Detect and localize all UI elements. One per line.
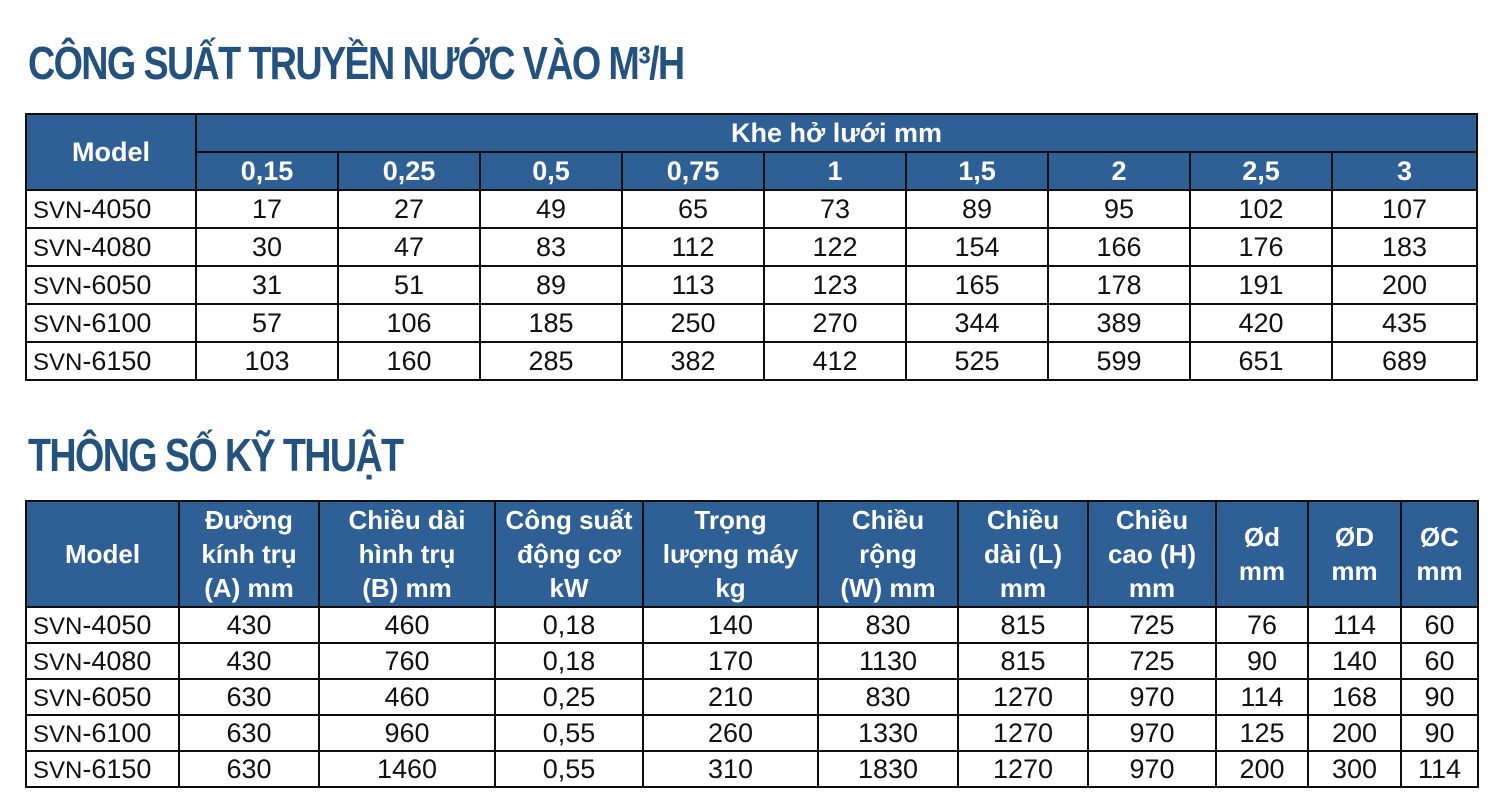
model-cell: [26, 643, 179, 679]
model-prefix: SVN: [33, 684, 83, 712]
model-prefix: SVN: [33, 612, 83, 640]
model-suffix: -6150: [82, 345, 152, 376]
model-prefix: SVN: [33, 272, 83, 300]
header-line: ØD: [1335, 522, 1374, 552]
value-cell: 970: [1088, 715, 1216, 751]
value-cell: 725: [1088, 607, 1216, 643]
value-cell: 27: [338, 190, 480, 228]
mesh-gap-column-header: 0,15: [196, 152, 338, 190]
spec-column-header: [319, 501, 495, 607]
table-row: [26, 751, 1478, 787]
mesh-gap-column-header: 1: [764, 152, 906, 190]
value-cell: 460: [319, 679, 495, 715]
value-cell: 260: [643, 715, 818, 751]
model-suffix: -6050: [82, 681, 152, 712]
model-prefix: SVN: [33, 720, 83, 748]
technical-spec-table: [25, 500, 1479, 788]
header-line: Ød: [1243, 522, 1281, 552]
model-suffix: -4050: [82, 609, 152, 640]
header-line: ØC: [1420, 522, 1459, 552]
model-cell: [26, 190, 196, 228]
mesh-gap-column-header: 0,5: [480, 152, 622, 190]
spec-column-header: [1088, 501, 1216, 607]
model-prefix: SVN: [33, 196, 83, 224]
header-line: Chiều: [851, 505, 925, 535]
spec-section-title: THÔNG SỐ KỸ THUẬT: [28, 429, 403, 481]
value-cell: 310: [643, 751, 818, 787]
header-line: (A) mm: [204, 573, 294, 603]
mesh-gap-column-header: 0,25: [338, 152, 480, 190]
spec-column-header: [643, 501, 818, 607]
value-cell: 382: [622, 342, 764, 380]
value-cell: 31: [196, 266, 338, 304]
header-line: rộng: [859, 539, 917, 569]
value-cell: 89: [906, 190, 1048, 228]
header-line: mm: [1416, 556, 1463, 586]
value-cell: 165: [906, 266, 1048, 304]
value-cell: 114: [1401, 751, 1478, 787]
value-cell: 0,55: [495, 715, 643, 751]
header-line: Chiều: [986, 505, 1060, 535]
table-row: [26, 643, 1478, 679]
model-cell: [26, 228, 196, 266]
header-line: Model: [64, 539, 141, 569]
model-cell: [26, 266, 196, 304]
value-cell: 0,18: [495, 643, 643, 679]
value-cell: 344: [906, 304, 1048, 342]
spec-column-header: [818, 501, 958, 607]
value-cell: 599: [1048, 342, 1190, 380]
model-cell: [26, 304, 196, 342]
value-cell: 160: [338, 342, 480, 380]
value-cell: 178: [1048, 266, 1190, 304]
value-cell: 17: [196, 190, 338, 228]
value-cell: 250: [622, 304, 764, 342]
model-cell: [26, 679, 179, 715]
header-line: kW: [549, 573, 589, 603]
value-cell: 185: [480, 304, 622, 342]
model-header: Model: [26, 114, 196, 190]
value-cell: 83: [480, 228, 622, 266]
header-line: (W) mm: [840, 573, 936, 603]
header-line: Đường: [205, 505, 293, 535]
spec-column-header: [1401, 501, 1478, 607]
spec-column-header: [1308, 501, 1401, 607]
value-cell: 123: [764, 266, 906, 304]
value-cell: 210: [643, 679, 818, 715]
value-cell: 49: [480, 190, 622, 228]
spec-column-header: [1216, 501, 1308, 607]
value-cell: 140: [1308, 643, 1401, 679]
value-cell: 970: [1088, 751, 1216, 787]
value-cell: 435: [1332, 304, 1477, 342]
value-cell: 460: [319, 607, 495, 643]
model-suffix: -6050: [82, 269, 152, 300]
value-cell: 170: [643, 643, 818, 679]
value-cell: 1830: [818, 751, 958, 787]
value-cell: 285: [480, 342, 622, 380]
value-cell: 389: [1048, 304, 1190, 342]
value-cell: 114: [1216, 679, 1308, 715]
value-cell: 200: [1308, 715, 1401, 751]
value-cell: 65: [622, 190, 764, 228]
value-cell: 51: [338, 266, 480, 304]
value-cell: 630: [179, 679, 319, 715]
value-cell: 73: [764, 190, 906, 228]
value-cell: 60: [1401, 643, 1478, 679]
value-cell: 1270: [958, 751, 1088, 787]
model-suffix: -4080: [82, 645, 152, 676]
header-line: mm: [999, 573, 1047, 603]
value-cell: 107: [1332, 190, 1477, 228]
value-cell: 1270: [958, 679, 1088, 715]
value-cell: 90: [1401, 715, 1478, 751]
table-row: [26, 228, 1477, 266]
value-cell: 689: [1332, 342, 1477, 380]
value-cell: 830: [818, 679, 958, 715]
mesh-gap-column-header: 2,5: [1190, 152, 1332, 190]
value-cell: 191: [1190, 266, 1332, 304]
spec-column-header: [495, 501, 643, 607]
value-cell: 725: [1088, 643, 1216, 679]
flow-section-title: CÔNG SUẤT TRUYỀN NƯỚC VÀO M³/H: [28, 37, 684, 89]
value-cell: 430: [179, 607, 319, 643]
value-cell: 103: [196, 342, 338, 380]
value-cell: 0,18: [495, 607, 643, 643]
value-cell: 630: [179, 751, 319, 787]
header-line: mm: [1238, 556, 1286, 586]
model-suffix: -4080: [82, 231, 152, 262]
model-prefix: SVN: [33, 310, 83, 338]
model-cell: [26, 342, 196, 380]
model-cell: [26, 751, 179, 787]
mesh-gap-header: Khe hở lưới mm: [196, 114, 1477, 152]
value-cell: 140: [643, 607, 818, 643]
value-cell: 154: [906, 228, 1048, 266]
model-suffix: -6150: [82, 753, 152, 784]
model-cell: [26, 607, 179, 643]
spec-column-header: [179, 501, 319, 607]
value-cell: 970: [1088, 679, 1216, 715]
model-prefix: SVN: [33, 756, 83, 784]
header-line: hình trụ: [358, 539, 456, 569]
header-line: dài (L): [984, 539, 1062, 569]
table-row: [26, 607, 1478, 643]
value-cell: 114: [1308, 607, 1401, 643]
value-cell: 0,25: [495, 679, 643, 715]
spec-column-header: [26, 501, 179, 607]
value-cell: 176: [1190, 228, 1332, 266]
value-cell: 760: [319, 643, 495, 679]
value-cell: 95: [1048, 190, 1190, 228]
header-line: động cơ: [517, 539, 621, 569]
value-cell: 60: [1401, 607, 1478, 643]
value-cell: 420: [1190, 304, 1332, 342]
table-row: [26, 342, 1477, 380]
value-cell: 960: [319, 715, 495, 751]
value-cell: 270: [764, 304, 906, 342]
header-line: Công suất: [505, 505, 633, 535]
header-line: mm: [1331, 556, 1378, 586]
flow-capacity-table: [25, 113, 1478, 381]
value-cell: 1130: [818, 643, 958, 679]
header-line: mm: [1128, 573, 1176, 603]
value-cell: 89: [480, 266, 622, 304]
value-cell: 102: [1190, 190, 1332, 228]
value-cell: 30: [196, 228, 338, 266]
header-line: cao (H): [1107, 539, 1197, 569]
mesh-gap-column-header: 0,75: [622, 152, 764, 190]
model-suffix: -6100: [82, 307, 152, 338]
model-suffix: -6100: [82, 717, 152, 748]
value-cell: 183: [1332, 228, 1477, 266]
header-line: kg: [715, 573, 746, 603]
value-cell: 0,55: [495, 751, 643, 787]
value-cell: 1330: [818, 715, 958, 751]
table-row: [26, 679, 1478, 715]
value-cell: 90: [1216, 643, 1308, 679]
header-line: kính trụ: [201, 539, 297, 569]
value-cell: 815: [958, 643, 1088, 679]
model-prefix: SVN: [33, 348, 83, 376]
header-line: lượng máy: [662, 539, 799, 569]
value-cell: 1460: [319, 751, 495, 787]
value-cell: 166: [1048, 228, 1190, 266]
value-cell: 525: [906, 342, 1048, 380]
header-line: Chiều dài: [348, 505, 466, 535]
value-cell: 125: [1216, 715, 1308, 751]
value-cell: 57: [196, 304, 338, 342]
value-cell: 651: [1190, 342, 1332, 380]
table-row: [26, 715, 1478, 751]
value-cell: 112: [622, 228, 764, 266]
table-row: [26, 266, 1477, 304]
value-cell: 815: [958, 607, 1088, 643]
value-cell: 300: [1308, 751, 1401, 787]
header-line: (B) mm: [362, 573, 452, 603]
spec-column-header: [958, 501, 1088, 607]
value-cell: 200: [1332, 266, 1477, 304]
table-row: [26, 304, 1477, 342]
model-cell: [26, 715, 179, 751]
model-prefix: SVN: [33, 234, 83, 262]
value-cell: 412: [764, 342, 906, 380]
mesh-gap-column-header: 3: [1332, 152, 1477, 190]
value-cell: 1270: [958, 715, 1088, 751]
header-line: Chiều: [1115, 505, 1189, 535]
mesh-gap-column-header: 2: [1048, 152, 1190, 190]
value-cell: 90: [1401, 679, 1478, 715]
value-cell: 168: [1308, 679, 1401, 715]
value-cell: 630: [179, 715, 319, 751]
model-suffix: -4050: [82, 193, 152, 224]
model-prefix: SVN: [33, 648, 83, 676]
value-cell: 122: [764, 228, 906, 266]
value-cell: 430: [179, 643, 319, 679]
value-cell: 830: [818, 607, 958, 643]
value-cell: 113: [622, 266, 764, 304]
header-line: Trọng: [694, 505, 767, 535]
value-cell: 47: [338, 228, 480, 266]
value-cell: 200: [1216, 751, 1308, 787]
value-cell: 76: [1216, 607, 1308, 643]
table-row: [26, 190, 1477, 228]
mesh-gap-column-header: 1,5: [906, 152, 1048, 190]
value-cell: 106: [338, 304, 480, 342]
